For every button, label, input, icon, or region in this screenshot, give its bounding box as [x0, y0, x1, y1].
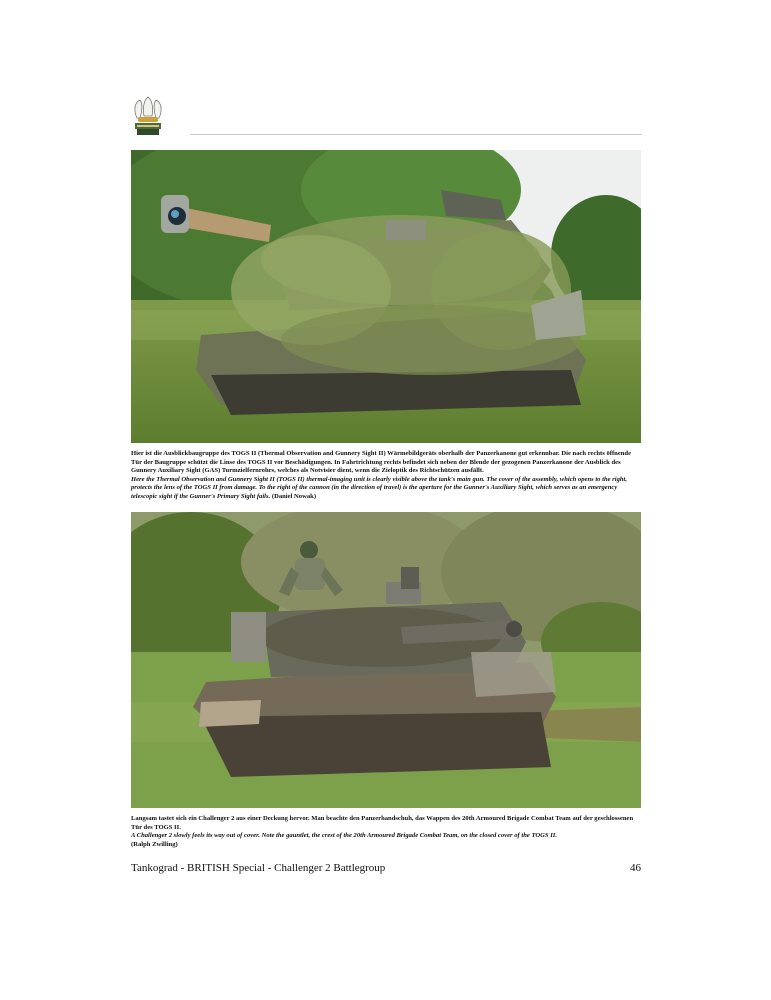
caption-english-text: Here the Thermal Observation and Gunnery Sight II (TOGS II) thermal-imaging unit is clearly visible above the tank's main gun. The cover of the assembly, which opens to the right, protects the lens of the TOGS II from damage. To the right of the cannon (in the direction of travel) is the aperture for the Gunner's Auxiliary Sight, which serves as an emergency telescopic sight if the Gunner's Primary Sight fails.: [131, 475, 628, 500]
crest-logo-icon: [131, 96, 165, 138]
photo-challenger-muddy: [131, 512, 641, 808]
caption-english: [131, 476, 641, 502]
publication-title: Tankograd - BRITISH Special - Challenger 2 Battlegroup: [131, 862, 386, 874]
caption-german: Langsam tastet sich ein Challenger 2 aus einer Deckung hervor. Man beachte den Panzerhandschuh, das Wappen des 20th Armoured Brigade Combat Team auf der geschlossenen Tür des TOGS II.: [131, 815, 634, 831]
photo-caption-1: [131, 450, 641, 502]
photo-caption-2: [131, 815, 641, 849]
photo-challenger-camouflaged: [131, 150, 641, 443]
caption-german: Hier ist die Ausblickbaugruppe des TOGS II (Thermal Observation and Gunnery Sight II) Wärmebildgeräts oberhalb der Panzerkanone gut erkennbar. Die nach rechts öffnende Tür der Baugruppe schützt die Linse des TOGS II vor Beschädigungen. In Fahrtrichtung rechts befindet sich neben der Blende der gezogenen Panzerkanone der Ausblick des Gunnery Auxiliary Sight (GAS) Turmzielfernrohrs, welches als Notvisier dient, wenn die Zieloptik des Richtschützen ausfällt.: [131, 450, 632, 475]
photo-credit: (Ralph Zwilling): [131, 840, 178, 848]
caption-english: A Challenger 2 slowly feels its way out of cover. Note the gauntlet, the crest of the 20th Armoured Brigade Combat Team, on the closed cover of the TOGS II.: [131, 832, 557, 840]
header-rule: [190, 134, 642, 135]
photo-credit: (Daniel Nowak): [271, 492, 317, 500]
page-number: 46: [630, 862, 641, 874]
